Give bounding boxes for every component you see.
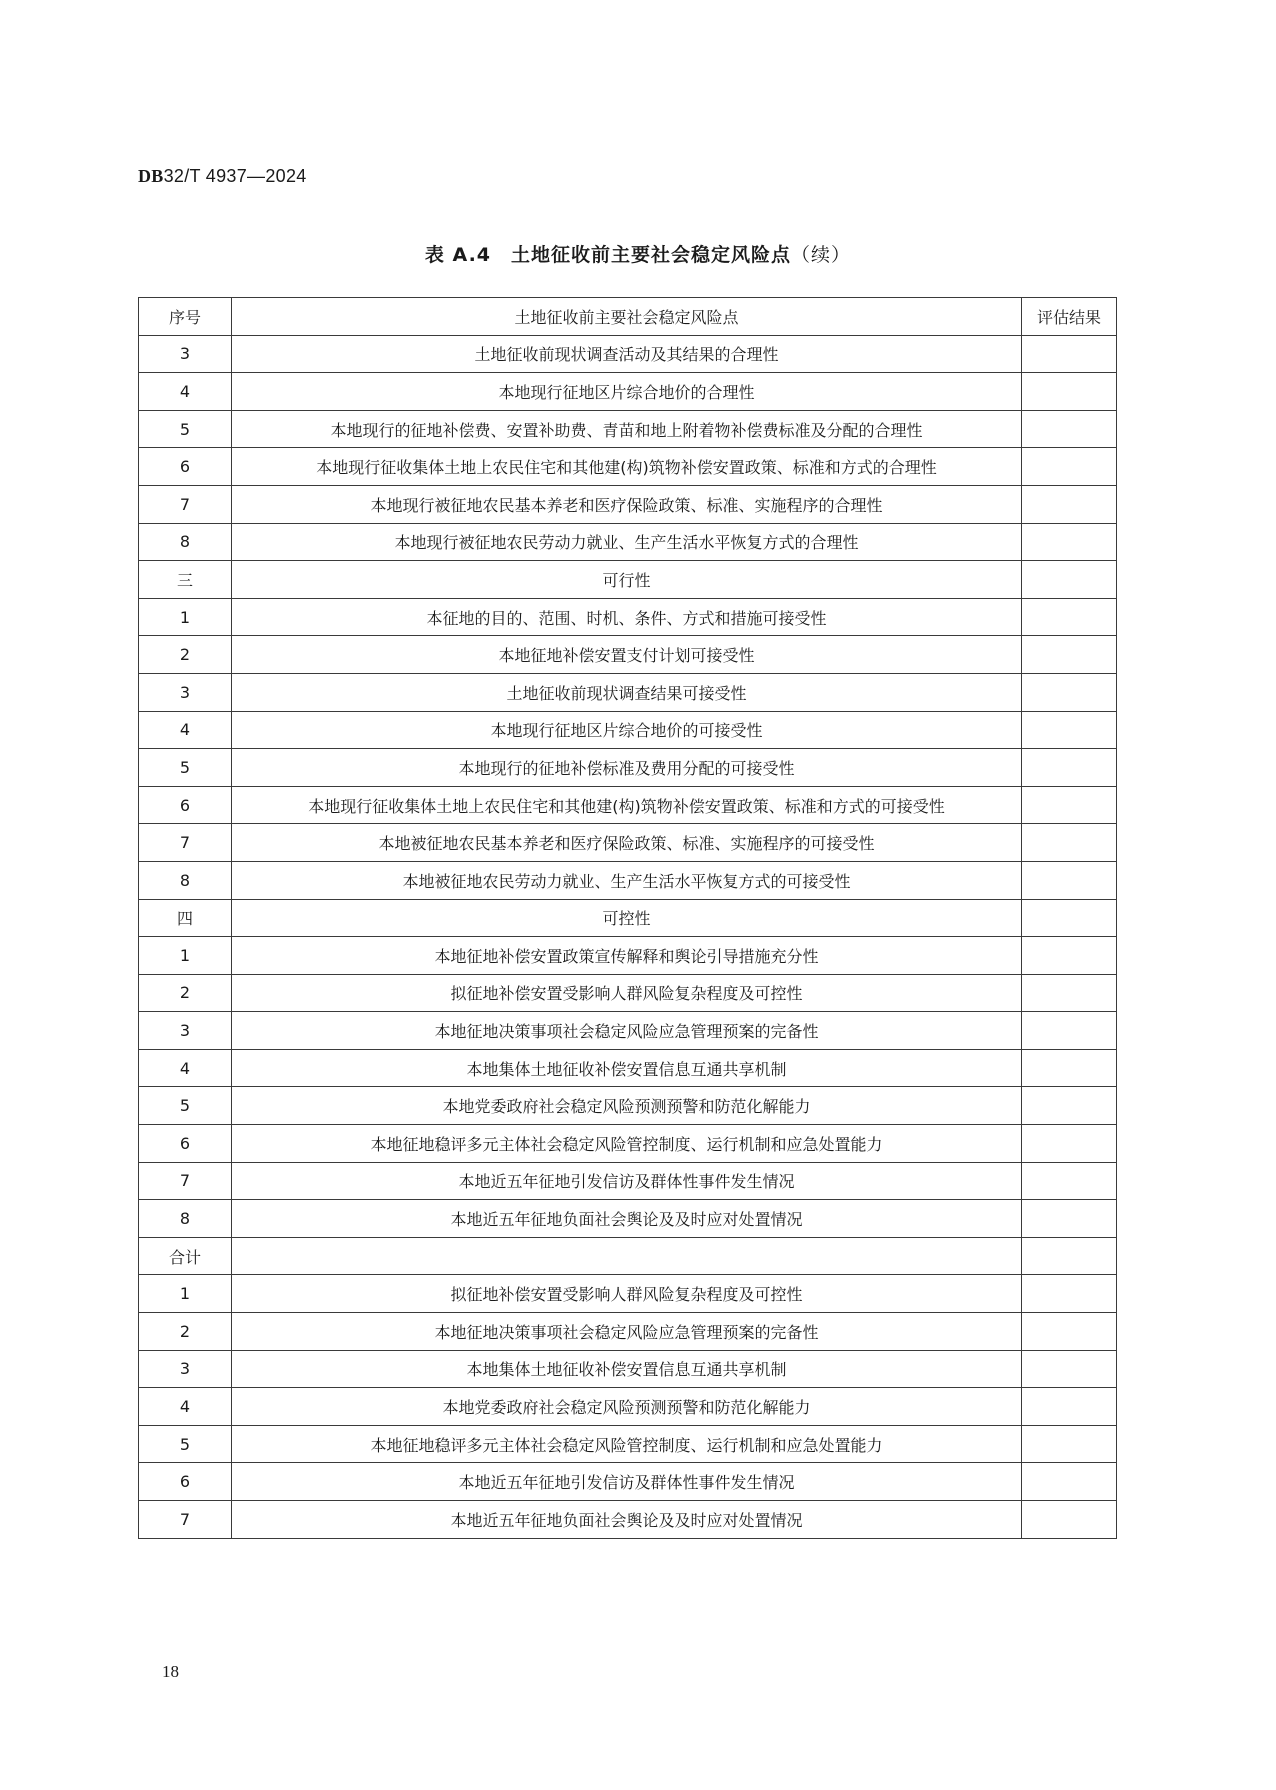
row-number-cell: 2 [139,1313,232,1351]
assessment-result-cell [1022,673,1117,711]
table-row [139,711,1117,749]
table-row [139,523,1117,561]
assessment-result-cell [1022,598,1117,636]
assessment-result-cell [1022,1237,1117,1275]
column-header-number: 序号 [139,298,232,336]
risk-point-cell: 本地集体土地征收补偿安置信息互通共享机制 [232,1350,1022,1388]
risk-point-cell: 本地征地稳评多元主体社会稳定风险管控制度、运行机制和应急处置能力 [232,1125,1022,1163]
table-row [139,1200,1117,1238]
row-number-cell: 3 [139,1350,232,1388]
row-number-cell: 三 [139,561,232,599]
table-row [139,673,1117,711]
row-number-cell: 3 [139,335,232,373]
column-header-assessment-result: 评估结果 [1022,298,1117,336]
assessment-result-cell [1022,485,1117,523]
table-row [139,1388,1117,1426]
table-row [139,410,1117,448]
row-number-cell: 四 [139,899,232,937]
row-number-cell: 7 [139,1501,232,1539]
assessment-result-cell [1022,523,1117,561]
assessment-result-cell [1022,1501,1117,1539]
assessment-result-cell [1022,410,1117,448]
assessment-result-cell [1022,1275,1117,1313]
table-row [139,1501,1117,1539]
row-number-cell: 合计 [139,1237,232,1275]
table-row [139,974,1117,1012]
table-row [139,1313,1117,1351]
risk-point-cell: 拟征地补偿安置受影响人群风险复杂程度及可控性 [232,974,1022,1012]
table-row [139,786,1117,824]
risk-point-cell: 本地现行的征地补偿标准及费用分配的可接受性 [232,749,1022,787]
table-row [139,373,1117,411]
assessment-result-cell [1022,448,1117,486]
risk-point-cell: 本地现行的征地补偿费、安置补助费、青苗和地上附着物补偿费标准及分配的合理性 [232,410,1022,448]
row-number-cell: 1 [139,1275,232,1313]
risk-point-cell: 本地现行被征地农民基本养老和医疗保险政策、标准、实施程序的合理性 [232,485,1022,523]
assessment-result-cell [1022,1388,1117,1426]
row-number-cell: 5 [139,749,232,787]
risk-point-cell: 本地现行被征地农民劳动力就业、生产生活水平恢复方式的合理性 [232,523,1022,561]
risk-point-cell: 本地征地决策事项社会稳定风险应急管理预案的完备性 [232,1012,1022,1050]
assessment-result-cell [1022,974,1117,1012]
table-row [139,1087,1117,1125]
column-header-risk-point: 土地征收前主要社会稳定风险点 [232,298,1022,336]
row-number-cell: 5 [139,1425,232,1463]
risk-point-cell: 可行性 [232,561,1022,599]
table-row [139,1012,1117,1050]
row-number-cell: 7 [139,485,232,523]
assessment-result-cell [1022,1463,1117,1501]
risk-point-cell: 本地征地稳评多元主体社会稳定风险管控制度、运行机制和应急处置能力 [232,1425,1022,1463]
page-number: 18 [162,1662,179,1681]
assessment-result-cell [1022,1200,1117,1238]
table-row [139,861,1117,899]
risk-point-cell: 本地被征地农民劳动力就业、生产生活水平恢复方式的可接受性 [232,861,1022,899]
row-number-cell: 7 [139,824,232,862]
table-row [139,636,1117,674]
table-row [139,824,1117,862]
risk-point-cell: 本地近五年征地负面社会舆论及及时应对处置情况 [232,1501,1022,1539]
assessment-result-cell [1022,636,1117,674]
row-number-cell: 3 [139,673,232,711]
assessment-result-cell [1022,786,1117,824]
assessment-result-cell [1022,1087,1117,1125]
table-row [139,598,1117,636]
row-number-cell: 8 [139,861,232,899]
table-row [139,1125,1117,1163]
table-row [139,448,1117,486]
table-row [139,1425,1117,1463]
table-row [139,749,1117,787]
risk-point-cell: 土地征收前现状调查活动及其结果的合理性 [232,335,1022,373]
row-number-cell: 6 [139,786,232,824]
risk-point-cell: 本地党委政府社会稳定风险预测预警和防范化解能力 [232,1388,1022,1426]
document-code-prefix: DB [138,166,164,186]
risk-point-cell [232,1237,1022,1275]
assessment-result-cell [1022,824,1117,862]
assessment-result-cell [1022,561,1117,599]
row-number-cell: 5 [139,1087,232,1125]
table-header-row [139,298,1117,336]
assessment-result-cell [1022,861,1117,899]
assessment-result-cell [1022,749,1117,787]
assessment-result-cell [1022,937,1117,975]
document-code [138,166,307,187]
risk-point-cell: 土地征收前现状调查结果可接受性 [232,673,1022,711]
table-row [139,485,1117,523]
risk-points-table [138,297,1117,1539]
table-body [139,335,1117,1538]
row-number-cell: 3 [139,1012,232,1050]
assessment-result-cell [1022,1012,1117,1050]
row-number-cell: 2 [139,974,232,1012]
table-row [139,561,1117,599]
table-row [139,335,1117,373]
row-number-cell: 6 [139,448,232,486]
table-row [139,1275,1117,1313]
table-row [139,1049,1117,1087]
row-number-cell: 4 [139,711,232,749]
risk-point-cell: 本征地的目的、范围、时机、条件、方式和措施可接受性 [232,598,1022,636]
risk-point-cell: 本地现行征收集体土地上农民住宅和其他建(构)筑物补偿安置政策、标准和方式的合理性 [232,448,1022,486]
risk-point-cell: 本地被征地农民基本养老和医疗保险政策、标准、实施程序的可接受性 [232,824,1022,862]
document-code-number: 32/T 4937—2024 [163,166,307,186]
row-number-cell: 5 [139,410,232,448]
row-number-cell: 7 [139,1162,232,1200]
table-row [139,1350,1117,1388]
assessment-result-cell [1022,1049,1117,1087]
risk-point-cell: 本地集体土地征收补偿安置信息互通共享机制 [232,1049,1022,1087]
row-number-cell: 2 [139,636,232,674]
assessment-result-cell [1022,1425,1117,1463]
risk-point-cell: 本地现行征地区片综合地价的可接受性 [232,711,1022,749]
risk-point-cell: 本地近五年征地负面社会舆论及及时应对处置情况 [232,1200,1022,1238]
row-number-cell: 4 [139,1388,232,1426]
table-row [139,1162,1117,1200]
risk-point-cell: 本地征地决策事项社会稳定风险应急管理预案的完备性 [232,1313,1022,1351]
risk-point-cell: 本地征地补偿安置政策宣传解释和舆论引导措施充分性 [232,937,1022,975]
row-number-cell: 6 [139,1125,232,1163]
table-row [139,899,1117,937]
table-title-text: 表 A.4 土地征收前主要社会稳定风险点 [424,244,792,266]
risk-point-cell: 本地党委政府社会稳定风险预测预警和防范化解能力 [232,1087,1022,1125]
row-number-cell: 4 [139,373,232,411]
row-number-cell: 1 [139,598,232,636]
assessment-result-cell [1022,1162,1117,1200]
risk-point-cell: 本地征地补偿安置支付计划可接受性 [232,636,1022,674]
risk-point-cell: 本地现行征收集体土地上农民住宅和其他建(构)筑物补偿安置政策、标准和方式的可接受性 [232,786,1022,824]
table-title [0,240,1276,267]
risk-point-cell: 本地近五年征地引发信访及群体性事件发生情况 [232,1463,1022,1501]
assessment-result-cell [1022,335,1117,373]
risk-point-cell: 本地近五年征地引发信访及群体性事件发生情况 [232,1162,1022,1200]
assessment-result-cell [1022,1313,1117,1351]
table-row [139,1237,1117,1275]
row-number-cell: 6 [139,1463,232,1501]
risk-point-cell: 可控性 [232,899,1022,937]
risk-point-cell: 拟征地补偿安置受影响人群风险复杂程度及可控性 [232,1275,1022,1313]
assessment-result-cell [1022,1350,1117,1388]
table-row [139,1463,1117,1501]
assessment-result-cell [1022,711,1117,749]
row-number-cell: 8 [139,1200,232,1238]
assessment-result-cell [1022,899,1117,937]
table-title-suffix: （续） [791,244,852,266]
assessment-result-cell [1022,373,1117,411]
assessment-result-cell [1022,1125,1117,1163]
table-row [139,937,1117,975]
row-number-cell: 8 [139,523,232,561]
row-number-cell: 4 [139,1049,232,1087]
row-number-cell: 1 [139,937,232,975]
risk-point-cell: 本地现行征地区片综合地价的合理性 [232,373,1022,411]
